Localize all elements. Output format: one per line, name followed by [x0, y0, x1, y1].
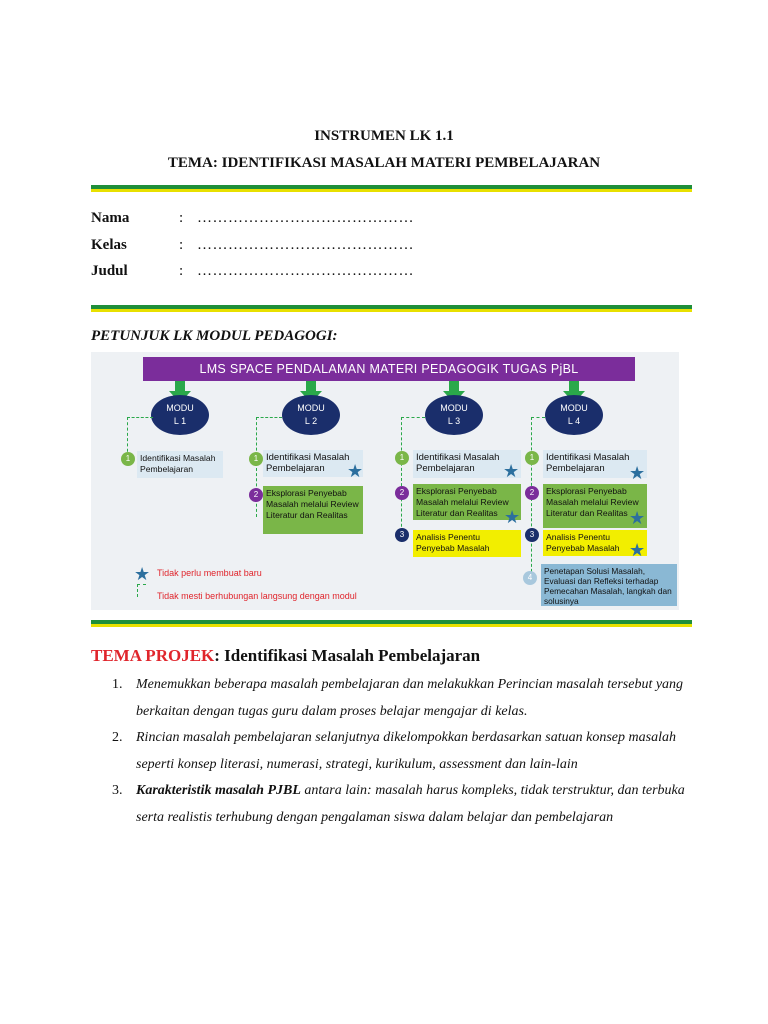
- step-number: 3: [395, 528, 409, 542]
- list-text: Menemukkan beberapa masalah pembelajaran dan melakukkan Perincian masalah tersebut yang berkaitan dengan tugas guru dalam proses belajar mengajar di kelas.: [136, 677, 684, 719]
- module-circle-1: MODU L 1: [151, 395, 209, 435]
- dashed-line-icon: [137, 584, 146, 597]
- list-text: Rincian masalah pembelajaran selanjutnya dikelompokkan berdasarkan satuan konsep masalah seperti konsep literasi, numerasi, strategi, kurikulum, assessment dan lain-lain: [136, 730, 676, 772]
- field-blank: ……………………………………: [197, 210, 414, 226]
- tema-title: : Identifikasi Masalah Pembelajaran: [214, 646, 481, 665]
- list-item: [91, 725, 691, 778]
- star-icon: ★: [629, 540, 646, 560]
- connector-line: [401, 417, 425, 418]
- star-icon: ★: [347, 461, 364, 481]
- step-box-eksplorasi: Eksplorasi Penyebab Masalah melalui Review Literatur dan Realitas: [263, 486, 363, 534]
- step-box-identifikasi: Identifikasi Masalah Pembelajaran: [413, 450, 521, 478]
- step-number: 4: [523, 571, 537, 585]
- star-icon: ★: [504, 507, 521, 527]
- list-number: 2.: [112, 730, 123, 745]
- tema-label: TEMA PROJEK: [91, 646, 215, 665]
- step-box-identifikasi: Identifikasi Masalah Pembelajaran: [263, 450, 363, 477]
- connector-line: [401, 417, 402, 542]
- list-bold-text: Karakteristik masalah PJBL: [136, 783, 301, 798]
- field-label: Kelas: [91, 237, 127, 253]
- module-circle-3: MODU L 3: [425, 395, 483, 435]
- step-box-eksplorasi: Eksplorasi Penyebab Masalah melalui Review Literatur dan Realitas: [543, 484, 647, 528]
- instruction-heading: PETUNJUK LK MODUL PEDAGOGI:: [91, 328, 338, 344]
- section-heading: [91, 646, 480, 666]
- step-box-identifikasi: Identifikasi Masalah Pembelajaran: [543, 450, 647, 478]
- step-number: 2: [249, 488, 263, 502]
- connector-line: [256, 417, 257, 517]
- step-number: 2: [395, 486, 409, 500]
- field-blank: ……………………………………: [197, 237, 414, 253]
- list-text: antara lain: masalah harus kompleks, tidak terstruktur, dan terbuka serta realistis terhubung dengan pengalaman siswa dalam belajar dan pembelajaran: [136, 783, 685, 825]
- connector-line: [127, 417, 153, 418]
- step-box-analisis: Analisis Penentu Penyebab Masalah: [413, 530, 521, 557]
- list-number: 3.: [112, 783, 123, 798]
- module-circle-2: MODU L 2: [282, 395, 340, 435]
- star-icon: ★: [503, 461, 520, 481]
- connector-line: [531, 417, 545, 418]
- diagram-banner: LMS SPACE PENDALAMAN MATERI PEDAGOGIK TUGAS PjBL: [143, 357, 635, 381]
- field-blank: ……………………………………: [197, 263, 414, 279]
- step-number: 1: [121, 452, 135, 466]
- connector-line: [127, 417, 128, 457]
- divider-middle: [91, 305, 692, 312]
- step-box-penetapan: Penetapan Solusi Masalah, Evaluasi dan Refleksi terhadap Pemecahan Masalah, langkah dan solusinya: [541, 564, 677, 606]
- module-diagram: [91, 352, 679, 610]
- step-number: 1: [525, 451, 539, 465]
- divider-top: [91, 185, 692, 192]
- connector-line: [256, 417, 282, 418]
- module-circle-4: MODU L 4: [545, 395, 603, 435]
- star-icon: ★: [629, 508, 646, 528]
- divider-bottom: [91, 620, 692, 627]
- document-title: INSTRUMEN LK 1.1: [314, 128, 454, 144]
- step-box-analisis: Analisis Penentu Penyebab Masalah: [543, 530, 647, 556]
- step-number: 1: [395, 451, 409, 465]
- field-colon: :: [179, 237, 184, 253]
- item-list: [91, 672, 691, 831]
- list-item: [91, 778, 691, 831]
- step-box-identifikasi: Identifikasi Masalah Pembelajaran: [137, 451, 223, 478]
- step-number: 2: [525, 486, 539, 500]
- legend-dashed-text: Tidak mesti berhubungan langsung dengan modul: [157, 591, 357, 601]
- step-number: 3: [525, 528, 539, 542]
- step-number: 1: [249, 452, 263, 466]
- field-label: Judul: [91, 263, 128, 279]
- field-label: Nama: [91, 210, 130, 226]
- list-number: 1.: [112, 677, 123, 692]
- star-icon: ★: [629, 463, 646, 483]
- field-colon: :: [179, 263, 184, 279]
- field-colon: :: [179, 210, 184, 226]
- legend-star-text: Tidak perlu membuat baru: [157, 568, 262, 578]
- step-box-eksplorasi: Eksplorasi Penyebab Masalah melalui Review Literatur dan Realitas: [413, 484, 521, 520]
- star-icon: ★: [134, 564, 151, 584]
- list-item: [91, 672, 691, 725]
- document-subtitle: TEMA: IDENTIFIKASI MASALAH MATERI PEMBELAJARAN: [167, 155, 601, 171]
